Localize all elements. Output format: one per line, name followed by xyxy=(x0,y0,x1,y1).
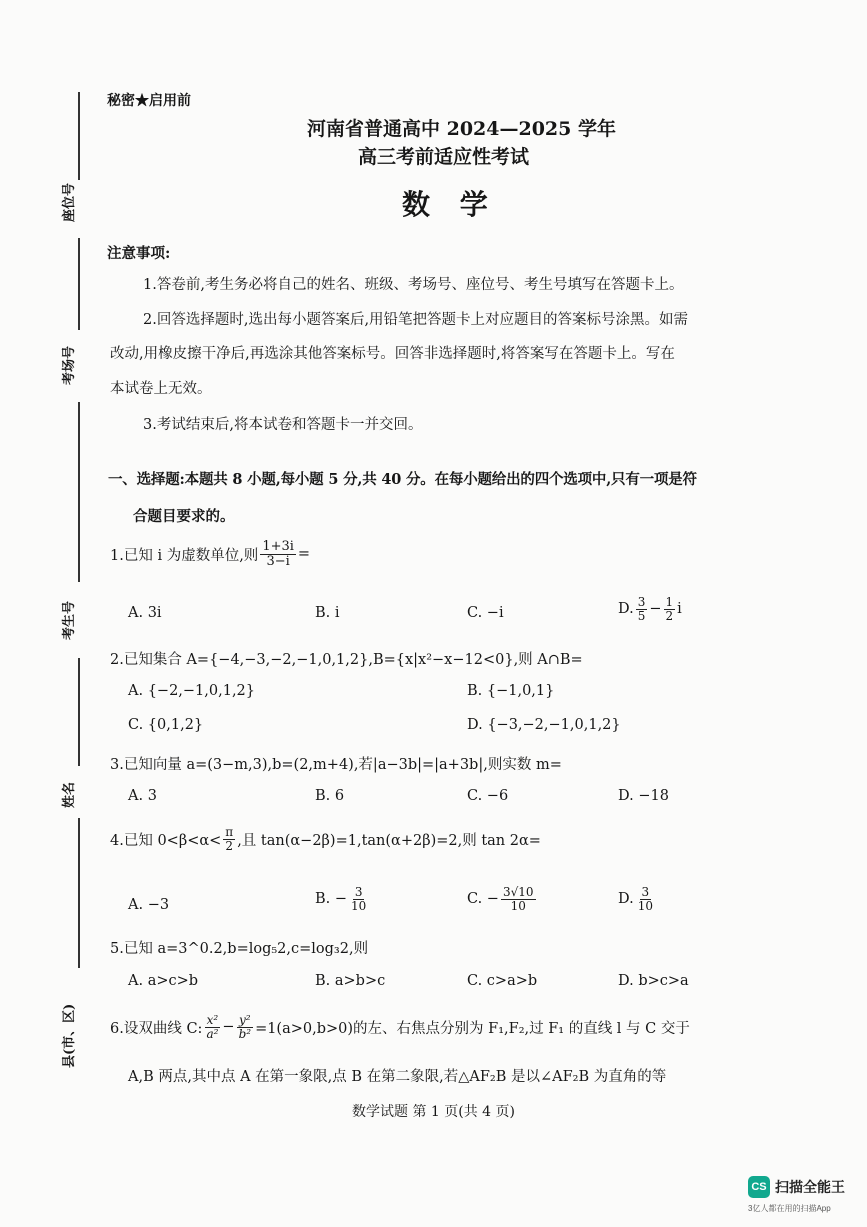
q4-d-num: 3 xyxy=(641,885,650,899)
q1-d-minus: − xyxy=(649,601,662,618)
q1-d-frac2 xyxy=(664,596,676,622)
q1-d-frac1 xyxy=(636,596,648,622)
q2-option-d: D. {−3,−2,−1,0,1,2} xyxy=(467,717,621,733)
q6-a2: a² xyxy=(206,1026,219,1041)
note-1: 1.答卷前,考生务必将自己的姓名、班级、考场号、座位号、考生号填写在答题卡上。 xyxy=(143,277,684,293)
scanner-app-name: 扫描全能王 xyxy=(775,1179,845,1195)
q4-option-a: A. −3 xyxy=(128,897,170,913)
notes-heading: 注意事项: xyxy=(107,245,171,262)
exam-title-line1: 河南省普通高中 2024—2025 学年 xyxy=(307,118,616,140)
q1-option-c: C. −i xyxy=(467,605,504,621)
q5-option-c: C. c>a>b xyxy=(467,973,538,989)
question-1-stem xyxy=(110,540,310,568)
q4-option-c xyxy=(467,886,538,912)
q3-option-d: D. −18 xyxy=(618,788,669,804)
q3-option-c: C. −6 xyxy=(467,788,509,804)
q6-x2: x² xyxy=(206,1013,219,1027)
q4-c-num: 3√10 xyxy=(502,885,534,899)
q4-stem-pre: 4.已知 0<β<α< xyxy=(110,832,222,849)
q4-d-frac xyxy=(636,886,655,912)
section-heading-line2: 合题目要求的。 xyxy=(133,508,235,525)
q5-option-a: A. a>c>b xyxy=(128,973,199,989)
page-footer: 数学试题 第 1 页(共 4 页) xyxy=(352,1104,515,1120)
cs-logo-icon: CS xyxy=(748,1176,770,1198)
q6-stem-pre: 6.设双曲线 C: xyxy=(110,1020,203,1037)
subject-title: 数 学 xyxy=(402,188,498,221)
q4-b-num: 3 xyxy=(354,885,363,899)
q6-stem-post: =1(a>0,b>0)的左、右焦点分别为 F₁,F₂,过 F₁ 的直线 l 与 C 交于 xyxy=(255,1020,690,1037)
county-label: 县(市、区) xyxy=(62,1003,77,1068)
question-6-stem xyxy=(110,1014,690,1040)
q2-option-a: A. {−2,−1,0,1,2} xyxy=(128,683,256,699)
q4-option-b xyxy=(315,886,370,912)
question-6-line2: A,B 两点,其中点 A 在第一象限,点 B 在第二象限,若△AF₂B 是以∠AF₂B 为直角的等 xyxy=(128,1069,667,1085)
q4-c-frac xyxy=(501,886,536,912)
q2-option-b: B. {−1,0,1} xyxy=(467,683,555,699)
q4-d-label: D. xyxy=(618,891,634,908)
q1-option-a: A. 3i xyxy=(128,605,162,621)
q4-frac-den: 2 xyxy=(225,838,234,853)
scanner-logo xyxy=(748,1176,845,1198)
q4-c-den: 10 xyxy=(510,898,526,913)
exam-title-line2: 高三考前适应性考试 xyxy=(358,146,530,168)
q1-d-frac1-num: 3 xyxy=(637,595,646,609)
q1-d-i: i xyxy=(677,601,682,618)
name-line xyxy=(78,658,80,766)
county-line xyxy=(78,818,80,968)
q4-b-label: B. − xyxy=(315,891,348,908)
q5-option-b: B. a>b>c xyxy=(315,973,386,989)
q1-denominator: 3−i xyxy=(266,553,290,569)
note-2-line1: 2.回答选择题时,选出每小题答案后,用铅笔把答题卡上对应题目的答案标号涂黑。如需 xyxy=(143,312,689,328)
name-label: 姓名 xyxy=(62,781,77,808)
q4-option-d xyxy=(618,886,657,912)
scanner-tagline: 3亿人都在用的扫描App xyxy=(748,1204,831,1213)
question-5-stem: 5.已知 a=3^0.2,b=log₅2,c=log₃2,则 xyxy=(110,941,369,957)
q4-stem-post: ,且 tan(α−2β)=1,tan(α+2β)=2,则 tan 2α= xyxy=(237,832,541,849)
q1-equals: = xyxy=(297,546,311,563)
note-2-line2: 改动,用橡皮擦干净后,再选涂其他答案标号。回答非选择题时,将答案写在答题卡上。写在 xyxy=(110,346,675,362)
q1-d-label: D. xyxy=(618,601,634,618)
examno-label: 考生号 xyxy=(62,600,77,640)
q4-frac-num: π xyxy=(225,825,234,839)
section-heading-line1: 一、选择题:本题共 8 小题,每小题 5 分,共 40 分。在每小题给出的四个选项中,只有一项是符 xyxy=(108,471,697,488)
q1-option-b: B. i xyxy=(315,605,340,621)
question-4-stem xyxy=(110,826,541,852)
room-line xyxy=(78,238,80,330)
q1-stem-text: 1.已知 i 为虚数单位,则 xyxy=(110,547,259,564)
q6-b2: b² xyxy=(238,1026,252,1041)
q3-option-a: A. 3 xyxy=(128,788,157,804)
question-2-stem: 2.已知集合 A={−4,−3,−2,−1,0,1,2},B={x|x²−x−12<0},则 A∩B= xyxy=(110,652,583,668)
note-3: 3.考试结束后,将本试卷和答题卡一并交回。 xyxy=(143,417,423,433)
q6-y2: y² xyxy=(239,1013,251,1027)
question-3-stem: 3.已知向量 a=(3−m,3),b=(2,m+4),若|a−3b|=|a+3b|,则实数 m= xyxy=(110,757,562,773)
q4-b-den: 10 xyxy=(351,898,367,913)
q1-numerator: 1+3i xyxy=(262,539,294,554)
q1-fraction xyxy=(260,540,296,568)
examno-line xyxy=(78,402,80,582)
q6-x-frac xyxy=(204,1014,220,1040)
room-label: 考场号 xyxy=(62,345,77,385)
q1-d-frac1-den: 5 xyxy=(637,608,646,623)
q6-y-frac xyxy=(237,1014,254,1040)
q1-option-d xyxy=(618,596,682,622)
seat-label: 座位号 xyxy=(62,182,77,222)
q1-d-frac2-num: 1 xyxy=(665,595,674,609)
q1-d-frac2-den: 2 xyxy=(665,608,674,623)
q6-minus: − xyxy=(222,1019,235,1036)
seat-line xyxy=(78,92,80,180)
q5-option-d: D. b>c>a xyxy=(618,973,689,989)
q3-option-b: B. 6 xyxy=(315,788,345,804)
q2-option-c: C. {0,1,2} xyxy=(128,717,204,733)
q4-c-label: C. − xyxy=(467,891,499,908)
q4-b-frac xyxy=(349,886,368,912)
q4-d-den: 10 xyxy=(637,898,653,913)
q4-pi-over-2 xyxy=(223,826,235,852)
secret-mark: 秘密★启用前 xyxy=(107,93,191,109)
note-2-line3: 本试卷上无效。 xyxy=(110,381,212,397)
